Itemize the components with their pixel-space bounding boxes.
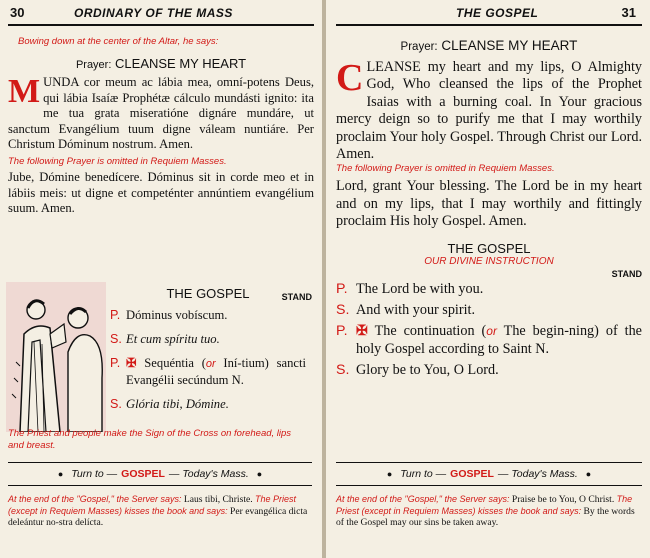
right-turn-to-bar xyxy=(336,462,642,486)
todays-mass-label: — Today's Mass. xyxy=(168,468,249,480)
left-versicles xyxy=(110,307,306,412)
right-page-header xyxy=(336,0,642,26)
versicle-s2 xyxy=(336,362,642,379)
gospel-link[interactable]: GOSPEL xyxy=(450,468,494,480)
lord-grant-prayer: Lord, grant Your blessing. The Lord be in my heart and on my lips, that I may worthily and fittingly proclaim His holy Gospel. Amen. xyxy=(336,178,642,230)
prayer-prefix: Prayer: xyxy=(400,41,438,53)
cross-icon: ✠ xyxy=(126,356,137,370)
versicle-text: And with your spirit. xyxy=(356,302,476,319)
left-page-header xyxy=(8,0,314,26)
versicle-p1 xyxy=(110,307,306,323)
bullet-icon: ● xyxy=(386,469,393,479)
right-gospel-title: THE GOSPEL xyxy=(447,240,531,256)
foot-text-b: By the words of the Gospel may our sins be taken away. xyxy=(336,505,635,528)
turn-to-label: Turn to — xyxy=(71,468,118,480)
versicle-p1 xyxy=(336,281,642,298)
versicle-text-a: Sequéntia ( xyxy=(144,356,206,370)
right-page-number: 31 xyxy=(621,5,636,20)
left-running-title: ORDINARY OF THE MASS xyxy=(74,6,233,20)
bullet-icon: ● xyxy=(585,469,592,479)
rubric-omitted: The following Prayer is omitted in Requiem Masses. xyxy=(336,163,555,175)
foot-rubric-b: The Priest (except in Requiem Masses) kisses the book and says: xyxy=(336,494,633,516)
or-rubric: or xyxy=(205,358,216,370)
versicle-label: S. xyxy=(336,362,350,379)
left-footnote xyxy=(8,494,312,529)
versicle-text-b: The begin-ning) of the holy Gospel according to Saint N. xyxy=(356,323,642,357)
left-page-number: 30 xyxy=(10,5,25,20)
versicle-label: P. xyxy=(336,280,348,297)
foot-rubric-b: The Priest (except in Requiem Masses) kisses the book and says: xyxy=(8,494,297,516)
cross-icon: ✠ xyxy=(356,323,368,340)
versicle-label: S. xyxy=(110,397,122,411)
rubric-bowing: Bowing down at the center of the Altar, he says: xyxy=(18,36,219,47)
versicle-label: S. xyxy=(110,332,122,346)
or-rubric: or xyxy=(486,324,497,339)
right-footnote xyxy=(336,494,642,529)
right-page xyxy=(326,0,650,558)
jube-prayer: Jube, Dómine benedícere. Dóminus sit in corde meo et in lábiis meis: ut digne et competénter annúntiem evangélium suum. Amen. xyxy=(8,169,314,216)
drop-cap-c: C xyxy=(336,57,364,99)
foot-text-b: Per evangélica dicta deleántur no-stra delícta. xyxy=(8,505,308,528)
versicle-text: Et cum spíritu tuo. xyxy=(126,332,220,346)
foot-text-a: Laus tibi, Christe. xyxy=(183,494,253,505)
left-gospel-title: THE GOSPEL xyxy=(166,286,250,301)
versicle-s1 xyxy=(110,331,306,347)
versicle-p2 xyxy=(336,323,642,358)
foot-rubric-a: At the end of the "Gospel," the Server says: xyxy=(8,494,182,504)
divine-instruction: OUR DIVINE INSTRUCTION xyxy=(424,255,554,267)
versicle-label: P. xyxy=(336,323,348,340)
bullet-icon: ● xyxy=(57,469,64,479)
rubric-sign-of-cross: The Priest and people make the Sign of the Cross on forehead, lips and breast. xyxy=(8,428,292,451)
priest-illustration xyxy=(6,282,106,432)
versicle-text: Dóminus vobíscum. xyxy=(126,308,228,322)
versicle-text-b: Iní-tium) sancti Evangélii secúndum N. xyxy=(126,356,306,387)
left-gospel-block xyxy=(110,286,312,412)
versicle-p2 xyxy=(110,355,306,388)
left-turn-to-bar xyxy=(8,462,312,486)
versicle-label: S. xyxy=(336,302,350,319)
versicle-s2 xyxy=(110,396,306,412)
versicle-s1 xyxy=(336,302,642,319)
turn-to-label: Turn to — xyxy=(400,468,447,480)
right-prayer-title xyxy=(336,38,642,53)
right-running-title: THE GOSPEL xyxy=(456,6,539,20)
versicle-text: Glória tibi, Dómine. xyxy=(126,397,229,411)
versicle-text: The Lord be with you. xyxy=(356,280,484,297)
left-prayer-title xyxy=(8,56,314,71)
left-page xyxy=(0,0,322,558)
versicle-text: Glory be to You, O Lord. xyxy=(356,362,499,379)
versicle-label: P. xyxy=(110,356,121,370)
versicle-label: P. xyxy=(110,308,121,322)
rubric-omitted: The following Prayer is omitted in Requiem Masses. xyxy=(8,155,227,167)
right-versicles xyxy=(336,281,642,380)
versicle-text-a: The continuation ( xyxy=(374,323,487,340)
drop-cap-m: M xyxy=(8,73,41,110)
todays-mass-label: — Today's Mass. xyxy=(497,468,578,480)
left-stand-label: STAND xyxy=(281,292,312,302)
prayer-title-text: CLEANSE MY HEART xyxy=(115,56,247,71)
foot-text-a: Praise be to You, O Christ. xyxy=(511,494,615,505)
munda-cor-prayer xyxy=(8,75,314,153)
bullet-icon: ● xyxy=(256,469,263,479)
prayer-prefix: Prayer: xyxy=(75,59,112,71)
gospel-link[interactable]: GOSPEL xyxy=(121,468,165,480)
cleanse-text: LEANSE my heart and my lips, O Almighty God, Who cleansed the lips of the Prophet Isaias with a burning coal. In Your gracious mercy deign so to purify me that I may worthily proclaim Your holy Gospel. Through Christ our Lord. Amen. xyxy=(336,59,642,163)
foot-rubric-a: At the end of the "Gospel," the Server says: xyxy=(336,494,510,504)
munda-text: UNDA cor meum ac lábia mea, omní-potens Deus, qui lábia Isaíæ Prophétæ cálculo mundásti ignito: ita me tua grata miseratióne dignáre mundáre, ut sanctum Evangélium tuum digne váleam nuntiáre. Per Christum Dóminum nostrum. Amen. xyxy=(8,75,314,152)
right-stand-label: STAND xyxy=(611,268,642,279)
prayer-title-text: CLEANSE MY HEART xyxy=(441,38,578,53)
cleanse-prayer xyxy=(336,59,642,163)
